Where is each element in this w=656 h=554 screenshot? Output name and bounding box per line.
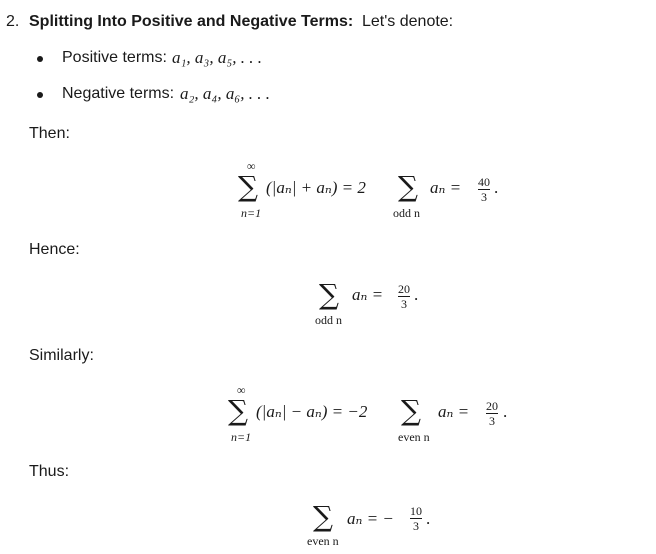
sigma-symbol: ∑ (238, 170, 258, 203)
sum-upper-limit: ∞ (237, 383, 246, 397)
fraction-denominator: 3 (481, 190, 487, 204)
sigma-symbol: ∑ (401, 394, 421, 427)
sum-lower-limit: even n (307, 534, 339, 548)
paragraph-similarly: Similarly: (29, 347, 94, 364)
sigma-symbol: ∑ (313, 500, 333, 533)
equation-term: aₙ = (430, 178, 462, 197)
bullet-math: a₂, a₄, a₆, . . . (180, 84, 270, 103)
fraction-denominator: 3 (413, 519, 419, 533)
fraction (398, 283, 410, 310)
bullet-math: a₁, a₃, a₅, . . . (172, 48, 262, 67)
paragraph-thus: Thus: (29, 463, 70, 480)
paragraph-then: Then: (29, 125, 70, 142)
bullet-label: Negative terms: (62, 85, 175, 102)
sum-lower-limit: odd n (393, 206, 420, 220)
fraction-denominator: 3 (401, 297, 407, 311)
sum-lower-limit: even n (398, 430, 430, 444)
item-number: 2. (6, 13, 20, 30)
sigma-symbol: ∑ (398, 170, 418, 203)
equation-term: aₙ = − (347, 509, 394, 528)
sigma-symbol: ∑ (319, 278, 339, 311)
sum-lower-limit: odd n (315, 313, 342, 327)
sum-lower-limit: n=1 (231, 430, 252, 444)
fraction-numerator: 20 (486, 399, 498, 413)
fraction (486, 400, 498, 427)
equation-term: aₙ = (352, 285, 384, 304)
sum-lower-limit: n=1 (241, 206, 262, 220)
equation-end: . (414, 285, 419, 304)
equation-body: (|aₙ| − aₙ) = −2 (256, 402, 368, 421)
bullet-dot-icon (37, 56, 43, 62)
equation-end: . (494, 178, 499, 197)
equation-end: . (426, 509, 431, 528)
fraction-numerator: 20 (398, 282, 410, 296)
fraction (410, 505, 422, 532)
sum-upper-limit: ∞ (247, 159, 256, 173)
equation-end: . (503, 402, 508, 421)
equation-term: aₙ = (438, 402, 470, 421)
fraction (478, 176, 490, 203)
section-intro: Let's denote: (362, 13, 454, 30)
sigma-symbol: ∑ (228, 394, 248, 427)
bullet-dot-icon (37, 92, 43, 98)
bullet-label: Positive terms: (62, 49, 167, 66)
fraction-numerator: 40 (478, 175, 490, 189)
paragraph-hence: Hence: (29, 241, 80, 258)
equation-body: (|aₙ| + aₙ) = 2 (266, 178, 366, 197)
fraction-denominator: 3 (489, 414, 495, 428)
section-heading: Splitting Into Positive and Negative Terms: (29, 13, 354, 30)
fraction-numerator: 10 (410, 504, 422, 518)
